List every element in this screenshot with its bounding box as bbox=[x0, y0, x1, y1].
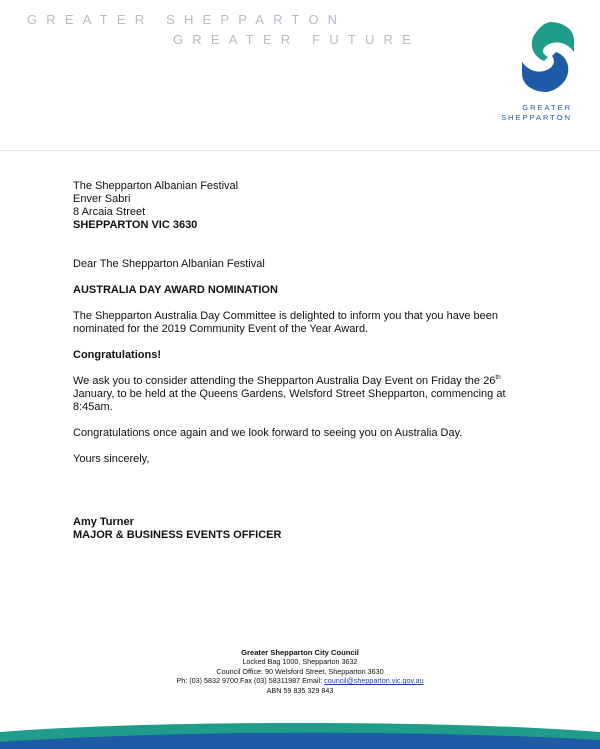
paragraph-closing-remark: Congratulations once again and we look forward to seeing you on Australia Day. bbox=[73, 427, 463, 439]
footer-wave-decoration bbox=[0, 718, 600, 749]
address-organisation: The Shepparton Albanian Festival bbox=[73, 180, 239, 192]
footer-office-address: Council Office: 90 Welsford Street, Shepparton 3630 bbox=[216, 666, 384, 676]
logo-wordmark bbox=[501, 103, 572, 123]
footer-contact-line: Ph: (03) 5832 9700 Fax (03) 58311987 Email: council@shepparton.vic.gov.au bbox=[176, 676, 424, 686]
subject-line: AUSTRALIA DAY AWARD NOMINATION bbox=[73, 284, 278, 296]
header-divider bbox=[0, 150, 600, 151]
greater-shepparton-logo-icon bbox=[520, 22, 576, 92]
letter-body bbox=[73, 180, 533, 542]
address-street: 8 Arcaia Street bbox=[73, 206, 146, 218]
footer-email-link[interactable]: council@shepparton.vic.gov.au bbox=[324, 676, 424, 686]
footer-postal-address: Locked Bag 1000, Shepparton 3632 bbox=[242, 657, 358, 667]
logo-word-greater: GREATER bbox=[522, 103, 572, 112]
letterhead-tagline bbox=[27, 10, 420, 50]
paragraph-nomination: The Shepparton Australia Day Committee is delighted to inform you that you have been nominated for the 2019 Community Event of the Year Award. bbox=[73, 310, 498, 335]
signatory-title: MAJOR & BUSINESS EVENTS OFFICER bbox=[73, 529, 282, 541]
congratulations-heading: Congratulations! bbox=[73, 349, 161, 361]
address-contact: Enver Sabri bbox=[73, 193, 131, 205]
footer-abn: ABN 59 835 329 843 bbox=[266, 685, 334, 695]
letter-footer bbox=[0, 648, 600, 695]
address-city: SHEPPARTON VIC 3630 bbox=[73, 219, 198, 231]
footer-council-name: Greater Shepparton City Council bbox=[241, 648, 359, 657]
tagline-line-1: GREATER SHEPPARTON bbox=[27, 12, 347, 27]
tagline-line-2: GREATER FUTURE bbox=[173, 32, 421, 47]
logo-word-shepparton: SHEPPARTON bbox=[501, 113, 572, 122]
signatory-name: Amy Turner bbox=[73, 516, 134, 528]
paragraph-event-details: We ask you to consider attending the Shepparton Australia Day Event on Friday the 26th January, to be held at the Queens Gardens, Welsford Street Shepparton, commencing at 8:45am. bbox=[73, 374, 506, 413]
salutation: Dear The Shepparton Albanian Festival bbox=[73, 258, 265, 270]
closing-phrase: Yours sincerely, bbox=[73, 453, 150, 465]
